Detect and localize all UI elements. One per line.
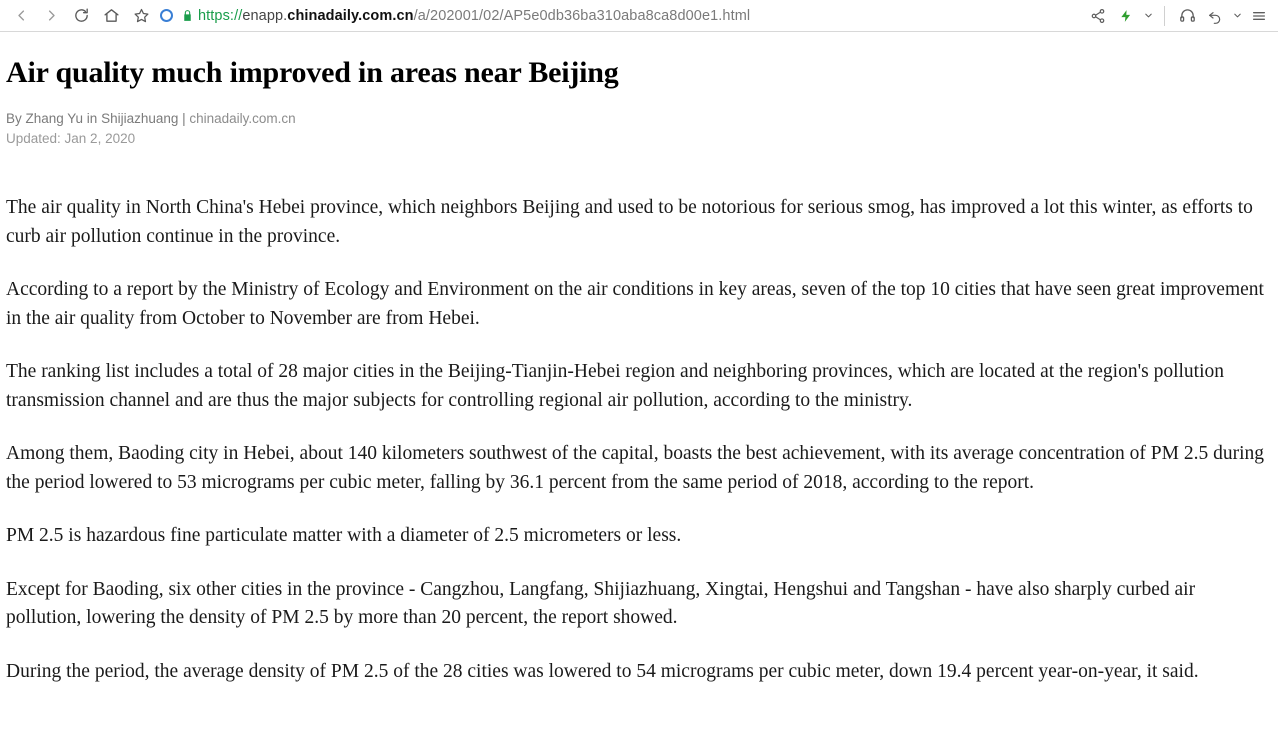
url-path: /a/202001/02/AP5e0db36ba310aba8ca8d00e1.html [413,7,751,24]
byline [6,109,1272,128]
toolbar-divider [1164,6,1165,26]
lock-icon [181,9,194,22]
page-info-icon[interactable] [160,9,173,22]
article-paragraph: Except for Baoding, six other cities in the province - Cangzhou, Langfang, Shijiazhuang, Xingtai, Hengshui and Tangshan - have also sharply curbed air pollution, lowering the density of PM 2.5 by more than 20 percent, the report showed. [6,578,1196,628]
byline-author: By Zhang Yu in Shijiazhuang | [6,111,190,126]
more-menu-icon[interactable] [1246,3,1272,29]
forward-arrow-icon[interactable] [36,1,66,31]
url-host-main: chinadaily.com.cn [287,7,414,24]
headphones-icon[interactable] [1174,3,1200,29]
article-paragraph: The air quality in North China's Hebei province, which neighbors Beijing and used to be notorious for serious smog, has improved a lot this winter, as efforts to curb air pollution continue in the province. [6,197,1253,247]
reload-icon[interactable] [66,1,96,31]
chevron-down-icon[interactable] [1141,3,1155,29]
lightning-icon[interactable] [1113,3,1139,29]
article-paragraph: The ranking list includes a total of 28 major cities in the Beijing-Tianjin-Hebei region and neighboring provinces, which are located at the region's pollution transmission channel and are thus the major subjects for controlling regional air pollution, according to the ministry. [6,361,1224,411]
share-icon[interactable] [1085,3,1111,29]
address-bar[interactable] [160,3,1079,29]
undo-icon[interactable] [1202,3,1228,29]
url-host-sub: enapp. [242,7,288,24]
toolbar-right-icons [1085,3,1272,29]
browser-toolbar [0,0,1278,32]
byline-source: chinadaily.com.cn [189,111,296,126]
chevron-down-small-icon[interactable] [1230,3,1244,29]
page-content [0,32,1278,686]
article-paragraph: During the period, the average density of PM 2.5 of the 28 cities was lowered to 54 micrograms per cubic meter, down 19.4 percent year-on-year, it said. [6,660,1199,682]
updated-timestamp: Updated: Jan 2, 2020 [6,131,136,146]
back-arrow-icon[interactable] [6,1,36,31]
article-paragraph: PM 2.5 is hazardous fine particulate matter with a diameter of 2.5 micrometers or less. [6,525,682,546]
url-scheme: https:// [198,7,243,24]
url-text [198,8,750,24]
star-icon[interactable] [126,1,156,31]
article-paragraph: According to a report by the Ministry of Ecology and Environment on the air conditions in key areas, seven of the top 10 cities that have seen great improvement in the air quality from October to November are from Hebei. [6,279,1264,329]
home-icon[interactable] [96,1,126,31]
article-paragraph: Among them, Baoding city in Hebei, about 140 kilometers southwest of the capital, boasts the best achievement, with its average concentration of PM 2.5 during the period lowered to 53 micrograms per cubic meter, falling by 36.1 percent from the same period of 2018, according to the report. [6,443,1265,493]
article-body [6,194,1272,686]
page-title: Air quality much improved in areas near Beijing [6,56,619,89]
